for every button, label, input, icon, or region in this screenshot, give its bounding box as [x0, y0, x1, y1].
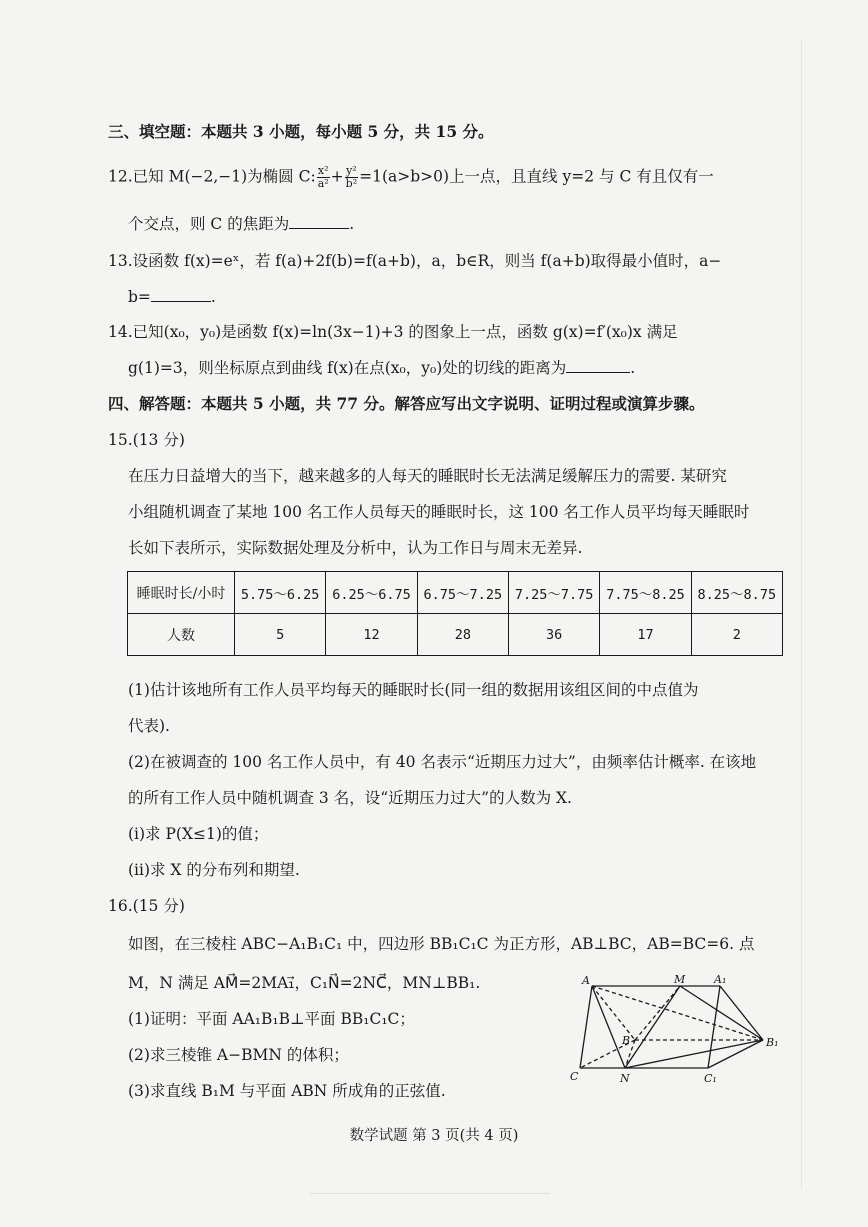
- q14-line2: [128, 357, 635, 379]
- q12-fraction-y: [345, 165, 358, 190]
- table-cell-interval: 5.75～6.25: [235, 572, 326, 614]
- label-B: B: [622, 1034, 631, 1047]
- q16-para-1: 如图，在三棱柱 ABC−A₁B₁C₁ 中，四边形 BB₁C₁C 为正方形，AB⊥BC，AB=BC=6. 点: [128, 935, 755, 953]
- q16-sub2: (2)求三棱锥 A−BMN 的体积；: [128, 1046, 349, 1064]
- q13-line2-end: .: [210, 288, 216, 306]
- table-cell-interval: 6.25～6.75: [326, 572, 417, 614]
- q12-line1: [108, 165, 714, 190]
- table-cell-interval: 7.25～7.75: [508, 572, 599, 614]
- q16-sub1: (1)证明：平面 AA₁B₁B⊥平面 BB₁C₁C；: [128, 1010, 415, 1028]
- q14-line1: 14.已知(x₀，y₀)是函数 f(x)=ln(3x−1)+3 的图象上一点，函数 g(x)=f′(x₀)x 满足: [108, 323, 678, 341]
- table-cell-interval: 6.75～7.25: [417, 572, 508, 614]
- q12-plus: +: [330, 167, 344, 186]
- q12-fraction-x: [317, 165, 330, 190]
- q15-sub1-line1: (1)估计该地所有工作人员平均每天的睡眠时长(同一组的数据用该组区间的中点值为: [128, 681, 699, 699]
- q12-line2-text: 个交点，则 C 的焦距为: [128, 215, 290, 233]
- q15-sub2-line2: 的所有工作人员中随机调查 3 名，设“近期压力过大”的人数为 X.: [128, 789, 572, 807]
- edge-B1-C1: [708, 1040, 763, 1068]
- edge-N-B1: [625, 1040, 763, 1068]
- table-cell-count: 5: [235, 614, 326, 656]
- edge-A-C: [580, 986, 592, 1068]
- q12-number: 12.: [108, 167, 133, 186]
- q13-answer-blank[interactable]: [151, 287, 211, 302]
- q16-sub3: (3)求直线 B₁M 与平面 ABN 所成角的正弦值.: [128, 1082, 446, 1100]
- table-cell-count: 17: [600, 614, 691, 656]
- q12-text-a: 已知 M(−2,−1)为椭圆 C:: [132, 167, 316, 186]
- q15-sub1-line2: 代表).: [128, 717, 170, 735]
- q12-frac1-denominator: a²: [317, 177, 329, 190]
- edge-A1-B1: [720, 986, 763, 1040]
- label-N: N: [620, 1072, 630, 1085]
- q12-answer-blank[interactable]: [289, 214, 349, 229]
- edge-C1-A1: [708, 986, 720, 1068]
- q14-line2-end: .: [630, 359, 636, 377]
- table-row-counts: [128, 614, 783, 656]
- edge-A-N: [592, 986, 625, 1068]
- label-C: C: [570, 1070, 579, 1083]
- q12-line2-end: .: [349, 215, 355, 233]
- prism-figure: [570, 972, 790, 1092]
- q12-frac2-denominator: b²: [345, 177, 358, 190]
- q15-sub2-line1: (2)在被调查的 100 名工作人员中，有 40 名表示“近期压力过大”，由频率估计概率. 在该地: [128, 753, 757, 771]
- table-cell-interval: 7.75～8.25: [600, 572, 691, 614]
- q15-header: 15.(13 分): [108, 431, 185, 449]
- q15-sub2-part-ii: (ⅱ)求 X 的分布列和期望.: [128, 861, 300, 879]
- bottom-scan-line: [310, 1193, 550, 1194]
- q13-line2-text: b=: [128, 288, 151, 306]
- table-cell-count: 36: [508, 614, 599, 656]
- q12-frac2-numerator: y²: [346, 164, 357, 177]
- q12-frac1-numerator: x²: [317, 164, 329, 177]
- q13-line2: [128, 286, 216, 308]
- table-cell-count: 28: [417, 614, 508, 656]
- page-edge-shadow: [801, 40, 802, 1190]
- edge-M-B1: [680, 986, 763, 1040]
- q15-para-3: 长如下表所示，实际数据处理及分析中，认为工作日与周末无差异.: [128, 539, 583, 557]
- q13-line1: 13.设函数 f(x)=eˣ，若 f(a)+2f(b)=f(a+b)，a，b∈R，则当 f(a+b)取得最小值时，a−: [108, 252, 722, 270]
- q12-text-b: =1(a>b>0)上一点，且直线 y=2 与 C 有且仅有一: [359, 167, 714, 186]
- sleep-duration-table: [127, 571, 783, 656]
- q14-line2-text: g(1)=3，则坐标原点到曲线 f(x)在点(x₀，y₀)处的切线的距离为: [128, 359, 567, 377]
- table-header-sleep-duration: 睡眠时长/小时: [128, 572, 235, 614]
- table-cell-interval: 8.25～8.75: [691, 572, 782, 614]
- q12-line2: [128, 213, 354, 235]
- label-M: M: [674, 973, 686, 986]
- edge-N-M: [625, 986, 680, 1068]
- q15-sub2-part-i: (ⅰ)求 P(X≤1)的值；: [128, 825, 269, 843]
- hidden-edge-B-M: [635, 986, 680, 1040]
- q14-answer-blank[interactable]: [566, 358, 630, 373]
- q16-para-2: M，N 满足 AM⃗=2MA₁⃗，C₁N⃗=2NC⃗，MN⊥BB₁.: [128, 974, 481, 992]
- label-B1: B₁: [766, 1036, 779, 1049]
- q15-para-2: 小组随机调查了某地 100 名工作人员每天的睡眠时长，这 100 名工作人员平均每天睡眠时: [128, 503, 750, 521]
- table-row-intervals: [128, 572, 783, 614]
- label-A: A: [582, 974, 590, 987]
- hidden-edge-A-B: [592, 986, 635, 1040]
- table-cell-count: 12: [326, 614, 417, 656]
- section4-title: 四、解答题：本题共 5 小题，共 77 分。解答应写出文字说明、证明过程或演算步骤。: [108, 394, 705, 413]
- hidden-edge-A-B1: [592, 986, 763, 1040]
- label-C1: C₁: [704, 1072, 717, 1085]
- page-footer: 数学试题 第 3 页(共 4 页): [349, 1128, 519, 1144]
- table-header-count: 人数: [128, 614, 235, 656]
- section3-title: 三、填空题：本题共 3 小题，每小题 5 分，共 15 分。: [108, 122, 494, 141]
- q16-header: 16.(15 分): [108, 897, 185, 915]
- table-cell-count: 2: [691, 614, 782, 656]
- q15-para-1: 在压力日益增大的当下，越来越多的人每天的睡眠时长无法满足缓解压力的需要. 某研究: [128, 467, 727, 485]
- label-A1: A₁: [714, 973, 727, 986]
